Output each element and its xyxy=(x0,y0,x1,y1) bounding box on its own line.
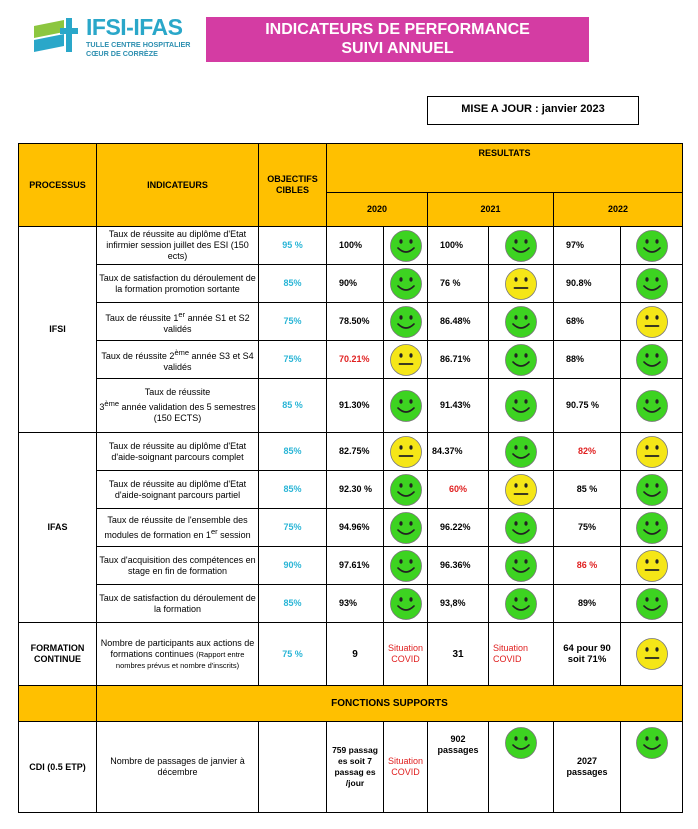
table-row xyxy=(19,471,683,509)
table-row xyxy=(19,379,683,433)
result-2021: 96.36% xyxy=(428,547,489,585)
process-cdi: CDI (0.5 ETP) xyxy=(19,722,97,813)
smiley-2021 xyxy=(489,303,554,341)
result-2020: 97.61% xyxy=(327,547,384,585)
result-2021: 31 xyxy=(428,623,489,686)
covid-note-2020: Situation COVID xyxy=(384,722,428,813)
indicator: Taux de réussite 1er année S1 et S2 validés xyxy=(97,303,259,341)
smiley-2020 xyxy=(384,265,428,303)
result-2020: 92.30 % xyxy=(327,471,384,509)
smiley-2020 xyxy=(384,379,428,433)
section-row xyxy=(19,686,683,722)
smiley-2020 xyxy=(384,585,428,623)
smiley-2022 xyxy=(621,547,683,585)
result-2021: 60% xyxy=(428,471,489,509)
result-2022: 86 % xyxy=(554,547,621,585)
result-2022: 64 pour 90 soit 71% xyxy=(554,623,621,686)
indicator: Taux de réussite 3ème année validation des 5 semestres (150 ECTS) xyxy=(97,379,259,433)
happy-face-icon xyxy=(504,343,538,377)
table-row xyxy=(19,509,683,547)
happy-face-icon xyxy=(389,473,423,507)
result-2020: 82.75% xyxy=(327,433,384,471)
table-row xyxy=(19,265,683,303)
result-2020: 9 xyxy=(327,623,384,686)
table-row xyxy=(19,623,683,686)
neutral-face-icon xyxy=(389,435,423,469)
indicator: Taux d'acquisition des compétences en stage en fin de formation xyxy=(97,547,259,585)
header-objectifs: OBJECTIFS CIBLES xyxy=(259,144,327,227)
happy-face-icon xyxy=(635,389,669,423)
header-resultats: RESULTATS xyxy=(327,144,683,193)
indicator: Taux de satisfaction du déroulement de la formation xyxy=(97,585,259,623)
result-2020: 90% xyxy=(327,265,384,303)
result-2022: 90.8% xyxy=(554,265,621,303)
indicator: Taux de réussite de l'ensemble des modules de formation en 1er session xyxy=(97,509,259,547)
happy-face-icon xyxy=(389,389,423,423)
indicator: Taux de réussite 2ème année S3 et S4 validés xyxy=(97,341,259,379)
result-2020: 94.96% xyxy=(327,509,384,547)
smiley-2022 xyxy=(621,722,683,813)
result-2020: 91.30% xyxy=(327,379,384,433)
smiley-2022 xyxy=(621,433,683,471)
covid-note-2021: Situation COVID xyxy=(489,623,554,686)
happy-face-icon xyxy=(389,587,423,621)
smiley-2021 xyxy=(489,227,554,265)
neutral-face-icon xyxy=(504,267,538,301)
smiley-2021 xyxy=(489,585,554,623)
smiley-2021 xyxy=(489,341,554,379)
target: 85% xyxy=(259,471,327,509)
neutral-face-icon xyxy=(635,435,669,469)
result-2021: 100% xyxy=(428,227,489,265)
smiley-2021 xyxy=(489,471,554,509)
happy-face-icon xyxy=(504,229,538,263)
happy-face-icon xyxy=(635,587,669,621)
smiley-2022 xyxy=(621,379,683,433)
target: 85% xyxy=(259,433,327,471)
process-formation-continue: FORMATION CONTINUE xyxy=(19,623,97,686)
happy-face-icon xyxy=(635,473,669,507)
smiley-2020 xyxy=(384,509,428,547)
update-date: MISE A JOUR : janvier 2023 xyxy=(427,96,639,125)
indicator: Nombre de passages de janvier à décembre xyxy=(97,722,259,813)
result-2022: 85 % xyxy=(554,471,621,509)
result-2022: 2027 passages xyxy=(554,722,621,813)
smiley-2020 xyxy=(384,227,428,265)
target: 90% xyxy=(259,547,327,585)
happy-face-icon xyxy=(635,726,669,760)
table-row xyxy=(19,547,683,585)
covid-note-2020: Situation COVID xyxy=(384,623,428,686)
result-2021: 76 % xyxy=(428,265,489,303)
happy-face-icon xyxy=(389,305,423,339)
title-line-2: SUIVI ANNUEL xyxy=(341,40,454,57)
happy-face-icon xyxy=(635,511,669,545)
smiley-2021 xyxy=(489,722,554,813)
indicator: Nombre de participants aux actions de formations continues (Rapport entre nombres prévus et nombre d'inscrits) xyxy=(97,623,259,686)
happy-face-icon xyxy=(504,511,538,545)
performance-table xyxy=(18,143,683,813)
neutral-face-icon xyxy=(635,637,669,671)
smiley-2022 xyxy=(621,585,683,623)
result-2022: 82% xyxy=(554,433,621,471)
result-2020: 93% xyxy=(327,585,384,623)
indicator: Taux de réussite au diplôme d'Etat d'aide-soignant parcours partiel xyxy=(97,471,259,509)
smiley-2022 xyxy=(621,265,683,303)
header-processus: PROCESSUS xyxy=(19,144,97,227)
result-2020: 759 passag es soit 7 passag es /jour xyxy=(327,722,384,813)
smiley-2021 xyxy=(489,379,554,433)
happy-face-icon xyxy=(504,389,538,423)
title-line-1: INDICATEURS DE PERFORMANCE xyxy=(265,21,530,38)
result-2020: 100% xyxy=(327,227,384,265)
target: 85% xyxy=(259,585,327,623)
table-row xyxy=(19,227,683,265)
neutral-face-icon xyxy=(635,549,669,583)
neutral-face-icon xyxy=(635,305,669,339)
result-2021: 84.37% xyxy=(428,433,489,471)
smiley-2020 xyxy=(384,547,428,585)
logo-subtitle-2: CŒUR DE CORRÈZE xyxy=(86,49,158,58)
table-row xyxy=(19,341,683,379)
result-2021: 91.43% xyxy=(428,379,489,433)
smiley-2021 xyxy=(489,547,554,585)
neutral-face-icon xyxy=(504,473,538,507)
result-2022: 90.75 % xyxy=(554,379,621,433)
neutral-face-icon xyxy=(389,343,423,377)
happy-face-icon xyxy=(389,267,423,301)
logo-title: IFSI-IFAS xyxy=(86,14,183,40)
title-banner xyxy=(206,17,589,62)
result-2022: 89% xyxy=(554,585,621,623)
header-2021: 2021 xyxy=(428,193,554,227)
target: 85% xyxy=(259,265,327,303)
target: 75 % xyxy=(259,623,327,686)
table-row xyxy=(19,585,683,623)
result-2021: 902 passages xyxy=(428,722,489,813)
target: 75% xyxy=(259,303,327,341)
smiley-2020 xyxy=(384,471,428,509)
happy-face-icon xyxy=(389,229,423,263)
header-2022: 2022 xyxy=(554,193,683,227)
result-2022: 88% xyxy=(554,341,621,379)
smiley-2020 xyxy=(384,341,428,379)
happy-face-icon xyxy=(635,267,669,301)
logo xyxy=(34,14,204,60)
target: 85 % xyxy=(259,379,327,433)
happy-face-icon xyxy=(635,343,669,377)
indicator: Taux de satisfaction du déroulement de la formation promotion sortante xyxy=(97,265,259,303)
logo-cross-icon xyxy=(34,16,82,56)
result-2022: 75% xyxy=(554,509,621,547)
section-fonctions-supports: FONCTIONS SUPPORTS xyxy=(97,686,683,722)
smiley-2022 xyxy=(621,509,683,547)
result-2020: 78.50% xyxy=(327,303,384,341)
happy-face-icon xyxy=(389,511,423,545)
indicator: Taux de réussite au diplôme d'Etat infirmier session juillet des ESI (150 ects) xyxy=(97,227,259,265)
happy-face-icon xyxy=(504,549,538,583)
table-row xyxy=(19,433,683,471)
happy-face-icon xyxy=(504,435,538,469)
smiley-2022 xyxy=(621,471,683,509)
indicator: Taux de réussite au diplôme d'Etat d'aide-soignant parcours complet xyxy=(97,433,259,471)
smiley-2022 xyxy=(621,227,683,265)
result-2021: 86.48% xyxy=(428,303,489,341)
process-ifas: IFAS xyxy=(19,433,97,623)
table-row xyxy=(19,722,683,813)
result-2021: 86.71% xyxy=(428,341,489,379)
result-2021: 93,8% xyxy=(428,585,489,623)
target: 75% xyxy=(259,341,327,379)
result-2022: 68% xyxy=(554,303,621,341)
smiley-2020 xyxy=(384,433,428,471)
happy-face-icon xyxy=(504,587,538,621)
happy-face-icon xyxy=(635,229,669,263)
result-2020: 70.21% xyxy=(327,341,384,379)
smiley-2022 xyxy=(621,303,683,341)
logo-subtitle-1: TULLE CENTRE HOSPITALIER xyxy=(86,40,191,49)
header-2020: 2020 xyxy=(327,193,428,227)
happy-face-icon xyxy=(504,305,538,339)
table-row xyxy=(19,303,683,341)
smiley-2022 xyxy=(621,341,683,379)
smiley-2020 xyxy=(384,303,428,341)
header-indicateurs: INDICATEURS xyxy=(97,144,259,227)
smiley-2021 xyxy=(489,509,554,547)
target: 75% xyxy=(259,509,327,547)
happy-face-icon xyxy=(389,549,423,583)
result-2021: 96.22% xyxy=(428,509,489,547)
target: 95 % xyxy=(259,227,327,265)
smiley-2021 xyxy=(489,265,554,303)
smiley-2022 xyxy=(621,623,683,686)
process-ifsi: IFSI xyxy=(19,227,97,433)
smiley-2021 xyxy=(489,433,554,471)
result-2022: 97% xyxy=(554,227,621,265)
happy-face-icon xyxy=(504,726,538,760)
